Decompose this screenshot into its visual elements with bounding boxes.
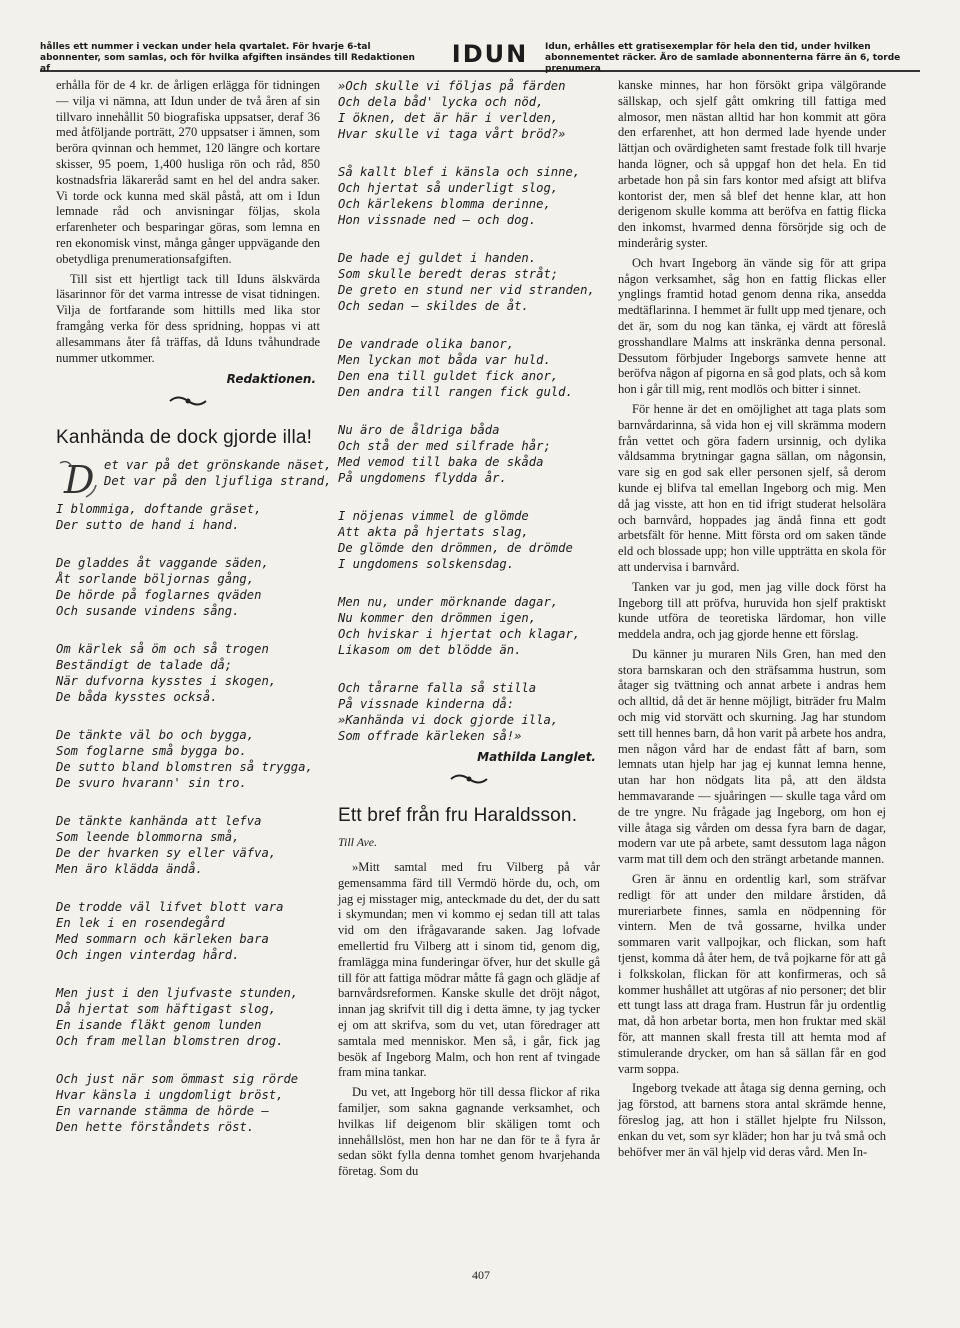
poem-first-column (56, 457, 332, 1135)
poem-stanza (56, 555, 320, 619)
poem-line: Men äro klädda ändå. (56, 862, 203, 877)
poem-line: Nu kommer den drömmen igen, (338, 611, 537, 625)
poem-line: När dufvorna kysstes i skogen, (56, 674, 277, 689)
poem-stanza (56, 813, 320, 877)
poem-line: Då hjertat som häftigast slog, (56, 1002, 277, 1017)
col3-paragraph: Tanken var ju god, men jag ville dock först ha Ingeborg till att pröfva, huruvida hon sjelf praktiskt kunde utföra de teoretiska lärdomar, hon ville meddela andra, och jag gjorde henne ett förslag. (618, 579, 886, 642)
poem-stanza (56, 1071, 320, 1135)
column-3 (618, 78, 886, 1164)
poem-line: De glömde den drömmen, de drömde (338, 541, 573, 555)
poem-line: De gladdes åt vaggande säden, (56, 556, 269, 571)
poem-line: Men just i den ljufvaste stunden, (56, 986, 299, 1001)
poem-line: Och sedan — skildes de åt. (338, 299, 529, 313)
poem-line: Men nu, under mörknande dagar, (338, 595, 559, 609)
poem-line: De hade ej guldet i handen. (338, 251, 537, 265)
poem-line: Om kärlek så öm och så trogen (56, 642, 269, 657)
header-left-text: hålles ett nummer i veckan under hela qvartalet. För hvarje 6-tal abonnenter, som samlas, och för hvilka afgiften insändes till Redaktionen af (40, 42, 415, 74)
svg-text:D: D (64, 458, 95, 502)
col3-paragraph: kanske minnes, har hon försökt gripa välgörande sällskap, och sjelf gått omkring till fattiga med almosor, men nästan alltid har hon kommit att göra den erfarenhet, att hon dermed lade hyende under lättjan och ovärdigheten samt frestade folk till hvarje handa lögner, och så uppgaf hon det hela. En tid arbetade hon på sin fars kontor med afsigt att blifva kontorist der, men så blef det henne klar, att hon derigenom skulle komma att beröfva en fattig flicka den inkomst, hvarmed denna försörjde sig och de minderårig syster. (618, 78, 886, 250)
poem-stanza (56, 641, 320, 705)
poem-line: Som skulle beredt deras stråt; (338, 267, 559, 281)
poem-line: De der hvarken sy eller väfva, (56, 846, 277, 861)
poem-line: Och stå der med silfrade hår; (338, 439, 551, 453)
poem-line: »Och skulle vi följas på färden (338, 79, 566, 93)
signature-redaktionen: Redaktionen. (226, 372, 316, 387)
col2-paragraph: »Mitt samtal med fru Vilberg på vår gemensamma färd till Vermdö hörde du, och, om jag ej misstager mig, anteckmade du det, der du satt i skymundan; men vi kommo ej sedan till att talas vid om den ifrågavarande saken. Jag lofvade emellertid fru Vilberg att i sinom tid, genom dig, framlägga mina funderingar öfver, hur det skulle gå till för att fattiga mödrar måtte få gagn och glädje af barnvårdsreformen. Kanske skulle det dröjt något, innan jag skrifvit till dig i detta ämne, ty jag tycker ej om att skrifva, som du vet, utan föredrager att samtala med menniskor. Men så, i går, fick jag besök af Ingeborg Malm, och hon rent af tvingade fram mina tankar. (338, 860, 600, 1080)
poem-line: I ungdomens solskensdag. (338, 557, 515, 571)
poem-line: På ungdomens flydda år. (338, 471, 507, 485)
poem-stanza (338, 250, 600, 314)
poem-line: »Kanhända vi dock gjorde illa, (338, 713, 559, 727)
poem-line: Beständigt de talade då; (56, 658, 233, 673)
column-1 (56, 78, 332, 1157)
poem-line: Och susande vindens sång. (56, 604, 240, 619)
masthead-idun: IDUN (451, 40, 529, 68)
poem-line: De hörde på foglarnes qväden (56, 588, 262, 603)
poem-stanza (338, 594, 600, 658)
poem-line: De vandrade olika banor, (338, 337, 515, 351)
col2-paragraph: Du vet, att Ingeborg hör till dessa flickor af rika familjer, som sakna gagnande verksamhet, och hvilkas lif deigenom blir skäligen tomt och innehållslöst, men hon har ne dan för te å fyra år sedan sökt fylla denna tomhet genom hvarjehanda företag. Som du (338, 1085, 600, 1179)
poem-line: Och ingen vinterdag hård. (56, 948, 240, 963)
col3-paragraph: Du känner ju muraren Nils Gren, han med den stora barnskaran och den sträfsamma hustrun, som åtager sig tvättning och annat arbete i andras hem och alltid, då det är henne möjligt, biträder fru Malm och mig vid storvätt och skurning. Jag har stundom sett till hennes barn, då hon varit på arbete hos andra, men någon vård har de endast fått af barn, som lemnats utan hjelp har jag ej kunnat lemna henne, utan har hon nödgats lita på, att den äldsta hemmavarande — sjuåringen — skulle taga vård om de tre yngre. Nu frågade jag Ingeborg, om hon ej ville åtaga sig vården om dessa fyra barn de dagar, modern var ute på arbete, samt dessutom laga någon varm mat till dem och den strängt arbetande mannen. (618, 646, 886, 867)
col3-paragraph: Ingeborg tvekade att åtaga sig denna gerning, och jag förstod, att barnens stora antal skrämde henne, föreslog jag, att hon i stället hjelpte fru Nilsson, enkan du vet, som syr kläder; hon har ju två små och behöfver mer än väl hjelp vid deras vård. Men In- (618, 1081, 886, 1159)
poem-line: Och fram mellan blomstren drog. (56, 1034, 284, 1049)
poem-stanza (56, 899, 320, 963)
poem-line: En lek i en rosendegård (56, 916, 225, 931)
poem-line: Den ena till guldet fick anor, (338, 369, 559, 383)
page-header (40, 40, 920, 72)
poem-stanza (56, 985, 320, 1049)
poem-line: Så kallt blef i känsla och sinne, (338, 165, 581, 179)
header-right-text: Idun, erhålles ett gratisexemplar för hela den tid, under hvilken abonnementet räcker. Äro de samlade abonnenterna färre än 6, torde prenumera (545, 42, 901, 74)
poem-line: Det var på den ljufliga strand, (104, 474, 332, 489)
letter-title: Ett bref från fru Haraldsson. (338, 805, 578, 826)
poem-line: Med sommarn och kärleken bara (56, 932, 269, 947)
poem-line: Hvar skulle vi taga vårt bröd?» (338, 127, 566, 141)
poem-line: Och just när som ömmast sig rörde (56, 1072, 299, 1087)
poem-line: Med vemod till baka de skåda (338, 455, 544, 469)
poem-line: De sutto bland blomstren så trygga, (56, 760, 313, 775)
poem-stanza (56, 457, 332, 533)
poem-line: De tänkte väl bo och bygga, (56, 728, 255, 743)
poem-line: Och hjertat så underligt slog, (338, 181, 559, 195)
poem-title: Kanhända de dock gjorde illa! (56, 427, 313, 449)
poem-line: En varnande stämma de hörde — (56, 1104, 269, 1119)
poem-second-column (338, 78, 600, 744)
poem-line: Likasom om det blödde än. (338, 643, 522, 657)
poem-line: Att akta på hjertats slag, (338, 525, 529, 539)
poem-line: Som foglarne små bygga bo. (56, 744, 247, 759)
poem-line: Den hette förståndets röst. (56, 1120, 255, 1135)
poem-stanza (338, 78, 600, 142)
poem-line: I nöjenas vimmel de glömde (338, 509, 529, 523)
letter-salutation: Till Ave. (338, 835, 378, 849)
poem-line: På vissnade kinderna då: (338, 697, 515, 711)
col3-paragraph: Och hvart Ingeborg än vände sig för att gripa någon verksamhet, såg hon en fattig flickas eller ynglings framtid hotad genom denna rika, ansedda medtäflarinna. I hemmet är fullt upp med tjenare, och det är, som du nog kan tänka, ej värdt att föreslå grosshandlare Malms att inskränka denna personal. Dessutom förbjuder Ingeborgs samvete henne att beröfva någon af pigorna en så god plats, och så kom hon i går till mig, rent modlös och bitter i sinnet. (618, 255, 886, 397)
poem-stanza (338, 508, 600, 572)
poem-stanza (338, 336, 600, 400)
poem-line: Åt sorlande böljornas gång, (56, 572, 255, 587)
poem-line: Som leende blommorna små, (56, 830, 240, 845)
ornament-icon (338, 772, 600, 791)
poem-line: De trodde väl lifvet blott vara (56, 900, 284, 915)
poem-stanza (338, 164, 600, 228)
poem-line: Der sutto de hand i hand. (56, 518, 240, 533)
poem-stanza (56, 727, 320, 791)
poem-line: Och kärlekens blomma derinne, (338, 197, 551, 211)
poem-line: De greto en stund ner vid stranden, (338, 283, 595, 297)
poem-line: et var på det grönskande näset, (104, 458, 332, 473)
poem-line: De svuro hvarann' sin tro. (56, 776, 247, 791)
column-2 (338, 78, 600, 1184)
poem-line: I öknen, det är här i verlden, (338, 111, 559, 125)
col3-paragraph: För henne är det en omöjlighet att taga plats som barnvårdarinna, så vida hon ej vill skrämma modern från vettet och göra fadern ursinnig, och dylika våldsamma brytningar gagna sällan, om någonsin, vare sig en god sak eller personen sjelf, så derom kunde ej blifva tal emellan Ingeborg och mig. Men då jag visste, att hon en tid ifrigt studerat helsolära och barnvård, hoppades jag ändå finna ett godt arbetsfält för henne. Mitt första ord om saken tände eld och blossade upp; hon ville uppträtta en skola för att undervisa i barnvård. (618, 401, 886, 574)
poem-line: Nu äro de åldriga båda (338, 423, 500, 437)
poem-line: Hon vissnade ned — och dog. (338, 213, 537, 227)
col3-paragraph: Gren är ännu en ordentlig karl, som sträfvar redligt för att under den mildare årstiden, då mureriarbete finnes, samla en nödpenning för vintern. Men de två gossarne, hvilka under sommaren varit vallpojkar, och flickan, som haft tjenst, komma då åter hem, de två pojkarne för att gå i folkskolan, flickan för att konfirmeras, och så kommer hushållet att utgöras af nio personer; det blir ett tungt lass att draga fram. Hustrun får ju ordentlig mat, då hon arbetar borta, men hon fruktar med skäl för, att mannen skall fresta till att hemta mod af stimulerande drycker, om han så sällan får en god varm soppa. (618, 872, 886, 1076)
page-number: 407 (472, 1268, 490, 1282)
poem-line: Men lyckan mot båda var huld. (338, 353, 551, 367)
col1-paragraph: erhålla för de 4 kr. de årligen erlägga för tidningen — vilja vi nämna, att Idun under de två åren af sin tillvaro innehållit 50 biografiska uppsatser, deraf 36 med åtföljande porträtt, 270 uppsatser i ämnen, som beröra qvinnan och hemmet, 120 längre och kortare skisser, 95 poem, 1,400 husliga rön och råd, 850 kostnadsfria läkareråd samt en hel del andra saker. Vi torde ock kunna med skäl påstå, att om i Idun lemnade råd och anvisningar följas, skola erfarenheter och besparingar göras, som lemna en ren ekonomisk vinst, många gånger uppvägande den obetydliga prenumerationsafgiften. (56, 78, 320, 266)
poem-line: En isande fläkt genom lunden (56, 1018, 262, 1033)
poem-line: I blommiga, doftande gräset, (56, 502, 262, 517)
col1-paragraph: Till sist ett hjertligt tack till Iduns älskvärda läsarinnor för det varma intresse de visat tidningen. Vilja de fortfarande som hittills med lika stor framgång verka för dess spridning, hoppas vi att allesammans åter få träffas, då Iduns tvåhundrade nummer utkommer. (56, 271, 320, 365)
signature-mathilda-langlet: Mathilda Langlet. (477, 750, 596, 764)
ornament-icon (56, 394, 320, 413)
poem-line: Hvar känsla i ungdomligt bröst, (56, 1088, 284, 1103)
poem-line: De båda kysstes också. (56, 690, 218, 705)
poem-line: Och dela båd' lycka och nöd, (338, 95, 544, 109)
poem-stanza (338, 422, 600, 486)
poem-line: Som offrade kärleken så!» (338, 729, 522, 743)
drop-cap-icon (56, 457, 100, 501)
poem-line: Den andra till rangen fick guld. (338, 385, 573, 399)
poem-line: De tänkte kanhända att lefva (56, 814, 262, 829)
poem-stanza (338, 680, 600, 744)
poem-line: Och tårarne falla så stilla (338, 681, 537, 695)
poem-line: Och hviskar i hjertat och klagar, (338, 627, 581, 641)
